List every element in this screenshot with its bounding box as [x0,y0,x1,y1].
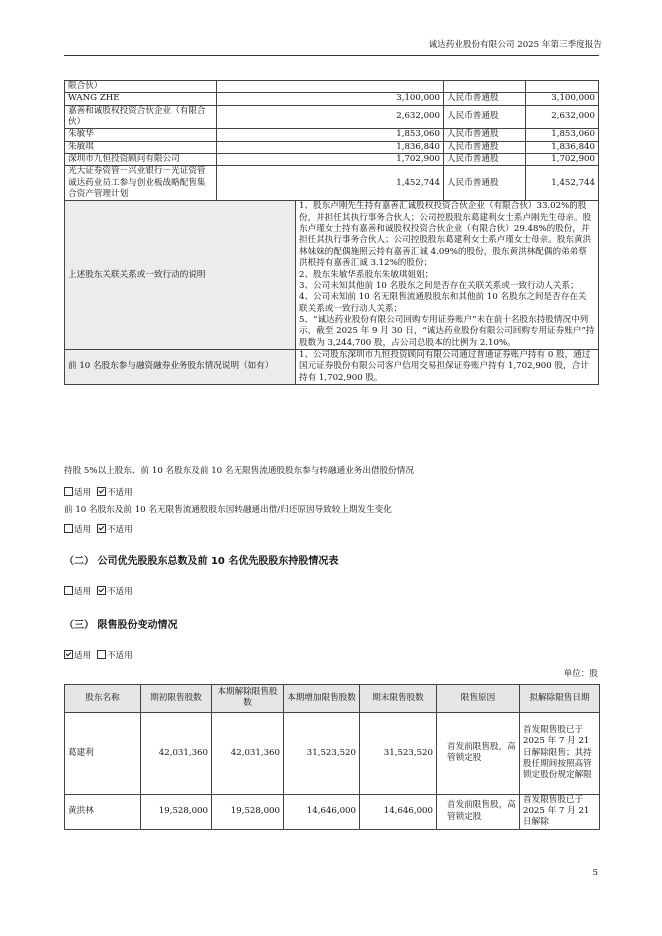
share-quantity: 2,632,000 [217,105,444,129]
holder-name: 黄洪林 [65,794,141,829]
checkbox-label: 适用 [74,587,92,597]
shareholder-name: 限合伙） [65,81,217,93]
table-row-margin [65,349,599,384]
released-restricted: 19,528,000 [212,794,284,829]
table-row-relations [65,201,599,349]
table-row [65,712,600,794]
checkbox-label: 不适用 [106,488,133,498]
checkbox-row-2 [64,524,133,536]
table-row [65,105,599,129]
paragraph-lending: 持股 5%以上股东、前 10 名股东及前 10 名无限售流通股股东参与转融通业务出借股份情况 [64,466,414,476]
checkbox-applicable[interactable] [64,524,73,533]
section-2-title: （二） 公司优先股股东总数及前 10 名优先股股东持股情况表 [64,556,339,567]
section-3-title: （三） 限售股份变动情况 [64,620,178,631]
column-header: 股东名称 [65,685,141,713]
shareholder-name: 朱敏华 [65,129,217,141]
share-type: 人民币普通股 [444,166,526,201]
top-shareholders-table [64,80,599,385]
share-quantity [217,81,444,93]
margin-label: 前 10 名股东参与融资融券业务股东情况说明（如有） [65,349,296,384]
checkbox-row-1 [64,487,133,499]
column-header: 期初限售股数 [141,685,212,713]
table-row [65,154,599,166]
start-restricted: 42,031,360 [141,712,212,794]
share-type: 人民币普通股 [444,129,526,141]
share-count: 1,452,744 [526,166,599,201]
header-rule [64,55,599,56]
relation-text: 1、股东卢刚先生持有嘉善汇诚股权投资合伙企业（有限合伙）33.02%的股份，并担任其执行事务合伙人；公司控股股东葛建利女士系卢刚先生母亲。股东卢瑾女士持有嘉善和诚股权投资合伙企业（有限合伙）29.48%的股份，并担任其执行事务合伙人；公司控股股东葛建利女士系卢瑾女士母亲。股东黄洪林妹妹的配偶施照云持有嘉善汇诚 4.09%的股份，股东黄洪林配偶的弟弟蔡洪根持有嘉善汇诚 3.12%的股份； 2、股东朱敏华系股东朱敏琪姐姐； 3、公司未知其他前 10 名股东之间是否存在关联关系或一致行动人关系； 4、公司未知前 10 名无限售流通股股东和其他前 10 名股东之间是否存在关联关系或一致行动人关系； 5、“诚达药业股份有限公司回购专用证券账户”未在前十名股东持股情况中列示，截至 2025 年 9 月 30 日，“诚达药业股份有限公司回购专用证券账户”持股数为 3,244,700 股，占公司总股本的比例为 2.10%。 [296,201,599,349]
checkbox-not-applicable[interactable] [97,650,106,659]
release-date: 首发限售股已于 2025 年 7 月 21 日解除 [520,794,600,829]
share-count: 1,836,840 [526,141,599,153]
share-count: 2,632,000 [526,105,599,129]
share-quantity: 1,853,060 [217,129,444,141]
share-count: 3,100,000 [526,93,599,105]
shareholder-name: 嘉善和诚股权投资合伙企业（有限合伙） [65,105,217,129]
relation-label: 上述股东关联关系或一致行动的说明 [65,201,296,349]
share-count: 1,702,900 [526,154,599,166]
table-row [65,129,599,141]
checkbox-applicable[interactable] [64,487,73,496]
added-restricted: 31,523,520 [284,712,360,794]
column-header: 拟解除限售日期 [520,685,600,713]
checkbox-label: 不适用 [106,651,133,661]
share-type [444,81,526,93]
page-header-title: 诚达药业股份有限公司 2025 年第三季度报告 [428,40,602,50]
table-row [65,81,599,93]
share-quantity: 1,702,900 [217,154,444,166]
share-count [526,81,599,93]
shareholder-name: 朱敏琪 [65,141,217,153]
checkbox-applicable[interactable] [64,586,73,595]
checkbox-label: 适用 [74,488,92,498]
unit-label: 单位：股 [563,669,598,679]
share-type: 人民币普通股 [444,105,526,129]
restriction-reason: 首发前限售股，高管锁定股 [437,712,520,794]
checkbox-label: 适用 [74,651,92,661]
checkbox-applicable-checked[interactable] [64,650,73,659]
shareholder-name: WANG ZHE [65,93,217,105]
checkbox-label: 不适用 [106,587,133,597]
share-type: 人民币普通股 [444,93,526,105]
share-type: 人民币普通股 [444,141,526,153]
column-header: 限售原因 [437,685,520,713]
paragraph-change: 前 10 名股东及前 10 名无限售流通股股东因转融通出借/归还原因导致较上期发生变化 [64,505,392,515]
share-quantity: 3,100,000 [217,93,444,105]
table-row [65,166,599,201]
table-row [65,93,599,105]
table-row [65,141,599,153]
table-row [65,794,600,829]
shareholder-name: 深圳市九恒投资顾问有限公司 [65,154,217,166]
end-restricted: 14,646,000 [360,794,437,829]
end-restricted: 31,523,520 [360,712,437,794]
checkbox-not-applicable-checked[interactable] [97,487,106,496]
checkbox-row-4 [64,650,133,662]
holder-name: 葛建利 [65,712,141,794]
checkbox-label: 不适用 [106,525,133,535]
table-header-row [65,685,600,713]
checkbox-not-applicable-checked[interactable] [97,524,106,533]
share-quantity: 1,836,840 [217,141,444,153]
released-restricted: 42,031,360 [212,712,284,794]
column-header: 本期增加限售股数 [284,685,360,713]
share-quantity: 1,452,744 [217,166,444,201]
checkbox-row-3 [64,586,133,598]
added-restricted: 14,646,000 [284,794,360,829]
restricted-shares-table [64,684,600,830]
share-count: 1,853,060 [526,129,599,141]
restriction-reason: 首发前限售股，高管锁定股 [437,794,520,829]
column-header: 期末限售股数 [360,685,437,713]
release-date: 首发限售股已于 2025 年 7 月 21 日解除限售；其持股任期间按照高管锁定股份规定解限 [520,712,600,794]
start-restricted: 19,528,000 [141,794,212,829]
margin-text: 1、公司股东深圳市九恒投资顾问有限公司通过普通证券账户持有 0 股，通过国元证券股份有限公司客户信用交易担保证券账户持有 1,702,900 股，合计持有 1,702,900 股。 [296,349,599,384]
shareholder-name: 光大证券资管－兴业银行－光证资管诚达药业员工参与创业板战略配售集合资产管理计划 [65,166,217,201]
checkbox-label: 适用 [74,525,92,535]
share-type: 人民币普通股 [444,154,526,166]
column-header: 本期解除限售股数 [212,685,284,713]
checkbox-not-applicable-checked[interactable] [97,586,106,595]
page-number: 5 [592,868,598,878]
